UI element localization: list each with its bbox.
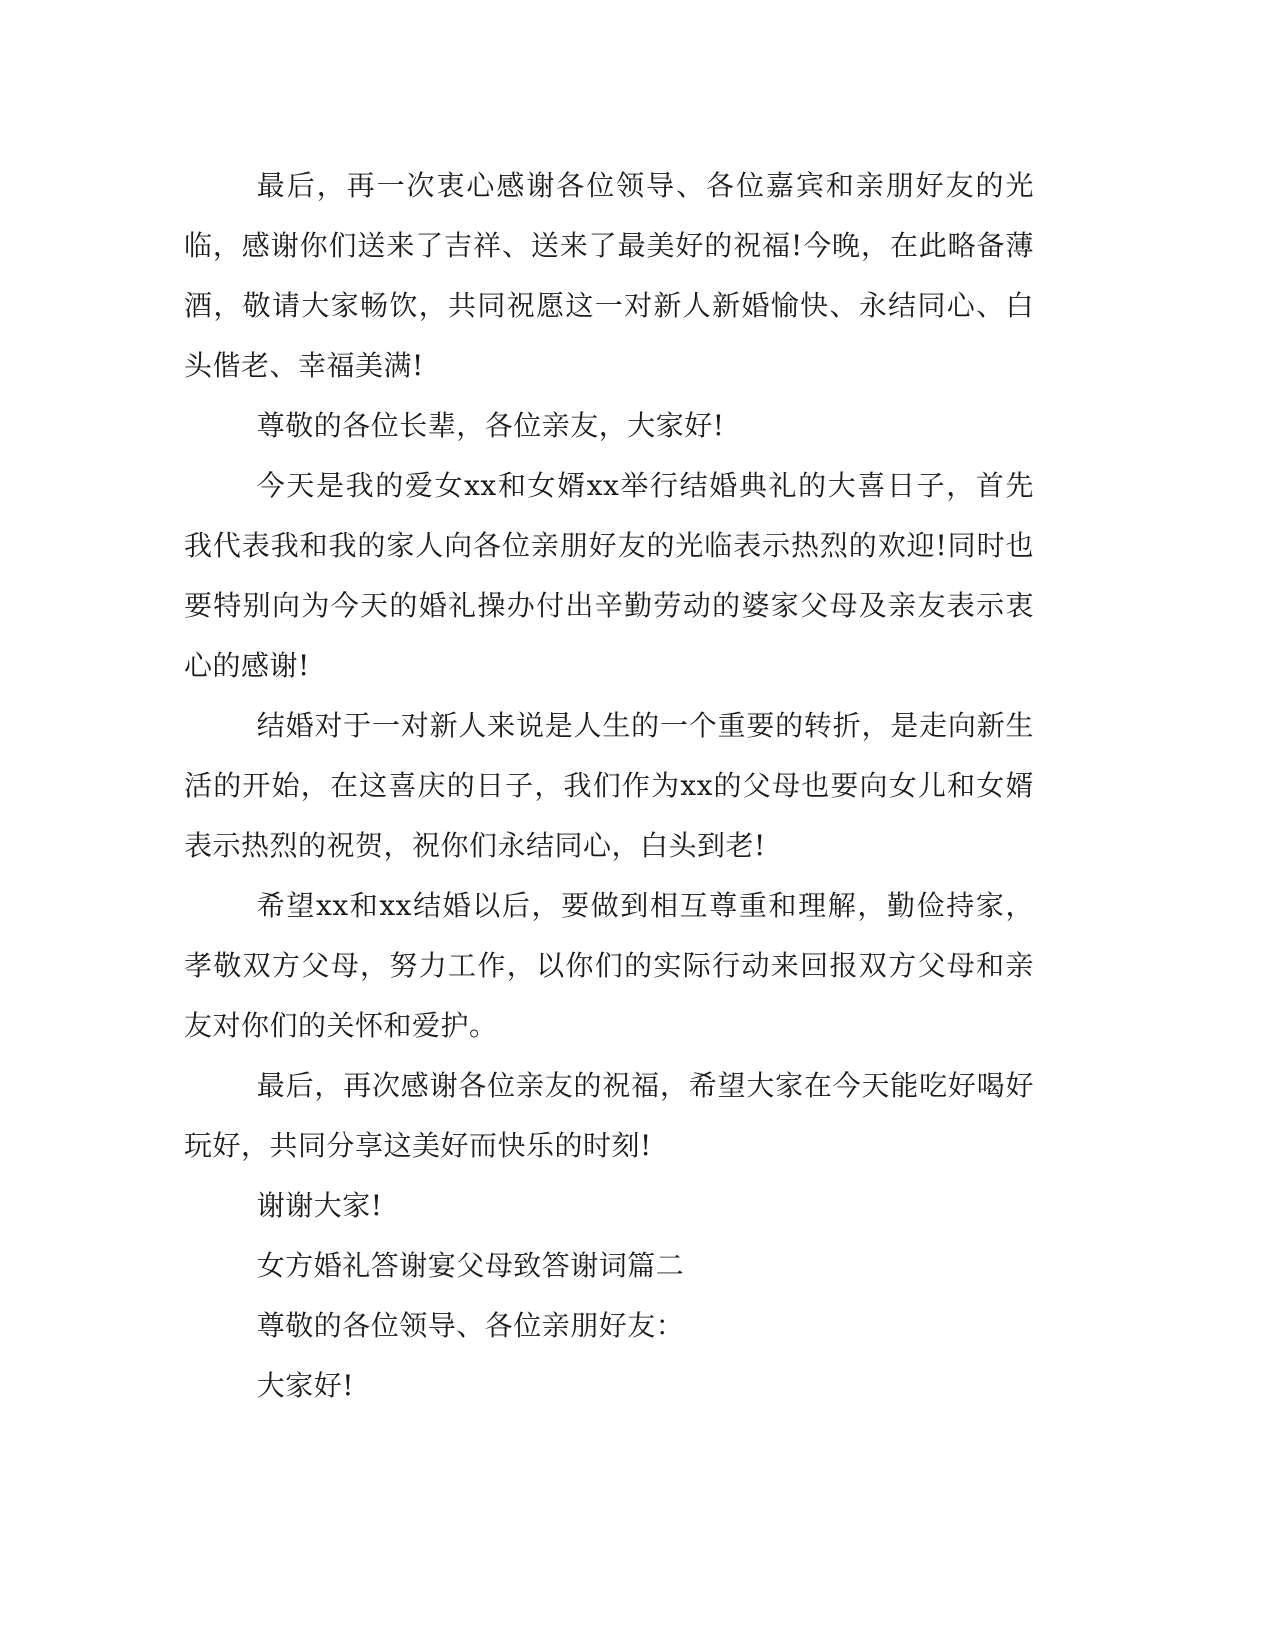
paragraph-thank-you: 谢谢大家!: [256, 1189, 383, 1222]
paragraph-wedding-day: 今天是我的爱女xx和女婿xx举行结婚典礼的大喜日子，首先我代表我和我的家人向各位亲朋好友的光临表示热烈的欢迎!同时也要特别向为今天的婚礼操办付出辛勤劳动的婆家父母及亲友表示衷心的感谢!: [184, 469, 1034, 682]
paragraph-hopes: 希望xx和xx结婚以后，要做到相互尊重和理解，勤俭持家，孝敬双方父母，努力工作，以你们的实际行动来回报双方父母和亲友对你们的关怀和爱护。: [184, 889, 1034, 1042]
paragraph-hello: 大家好!: [256, 1369, 355, 1402]
paragraph-marriage-turning-point: 结婚对于一对新人来说是人生的一个重要的转折，是走向新生活的开始，在这喜庆的日子，我们作为xx的父母也要向女儿和女婿表示热烈的祝贺，祝你们永结同心，白头到老!: [184, 709, 1034, 862]
section-heading-part-two: 女方婚礼答谢宴父母致答谢词篇二: [256, 1249, 685, 1282]
paragraph-salutation: 尊敬的各位领导、各位亲朋好友：: [256, 1309, 685, 1342]
paragraph-final-thanks: 最后，再次感谢各位亲友的祝福，希望大家在今天能吃好喝好玩好，共同分享这美好而快乐的时刻!: [184, 1069, 1034, 1162]
paragraph-greeting-elders: 尊敬的各位长辈，各位亲友，大家好!: [256, 409, 725, 442]
document-body: [184, 156, 1034, 1416]
paragraph-closing-thanks: 最后，再一次衷心感谢各位领导、各位嘉宾和亲朋好友的光临，感谢你们送来了吉祥、送来了最美好的祝福!今晚，在此略备薄酒，敬请大家畅饮，共同祝愿这一对新人新婚愉快、永结同心、白头偕老、幸福美满!: [184, 169, 1034, 382]
